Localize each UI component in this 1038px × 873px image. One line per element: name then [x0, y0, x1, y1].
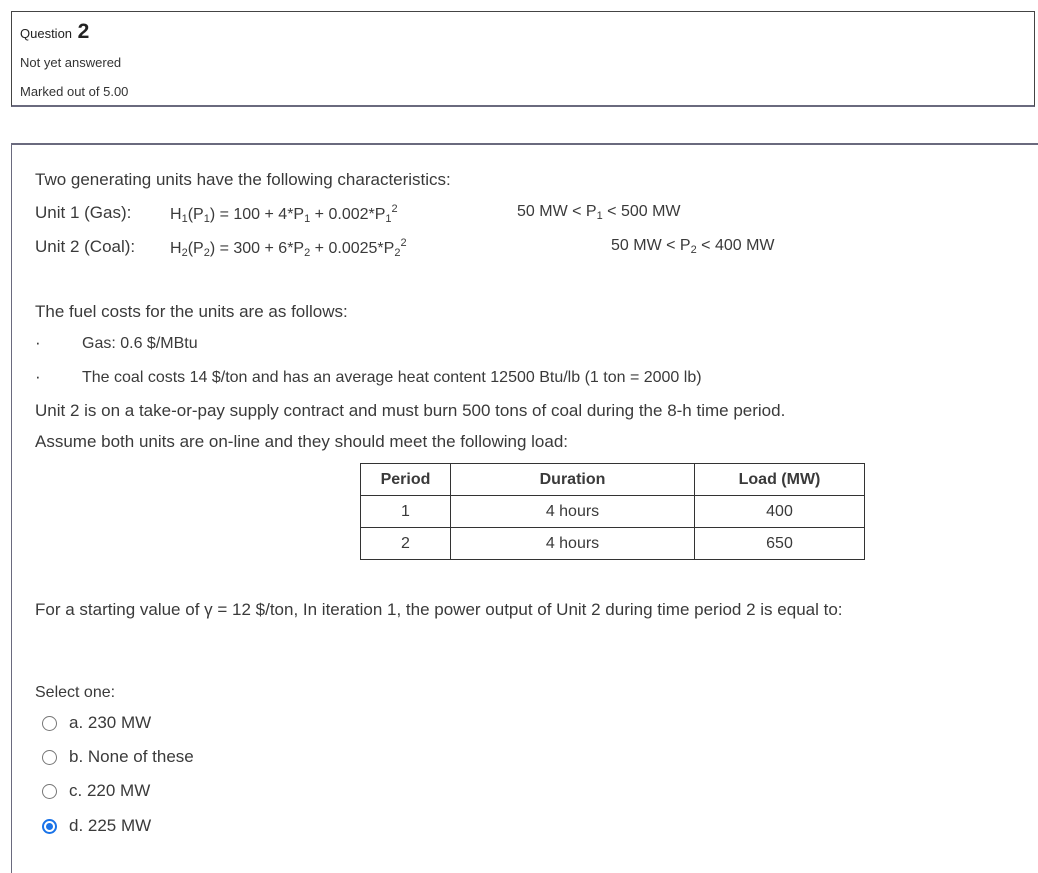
- fuel-gas-text: Gas: 0.6 $/MBtu: [82, 335, 198, 352]
- question-state: Not yet answered: [20, 55, 122, 70]
- option-c[interactable]: [42, 779, 150, 803]
- question-content-panel: [11, 143, 1038, 873]
- unit1-label: Unit 1 (Gas):: [35, 203, 132, 222]
- bullet-gas: ·: [35, 333, 41, 352]
- contract-text: Unit 2 is on a take-or-pay supply contract and must burn 500 tons of coal during the 8-h time period.: [35, 401, 786, 420]
- question-grade: Marked out of 5.00: [20, 84, 129, 99]
- table-row: [361, 496, 865, 528]
- unit2-label: Unit 2 (Coal):: [35, 237, 136, 256]
- cell-duration: 4 hours: [451, 528, 695, 560]
- cell-load: 400: [695, 496, 865, 528]
- option-label: b. None of these: [69, 747, 194, 766]
- question-info-panel: [11, 11, 1035, 107]
- option-label: d. 225 MW: [69, 816, 152, 835]
- cell-period: 1: [361, 496, 451, 528]
- radio-icon[interactable]: [42, 784, 57, 799]
- option-label: c. 220 MW: [69, 781, 151, 800]
- question-heading: [20, 20, 89, 44]
- select-one-label: Select one:: [35, 684, 116, 701]
- fuel-coal-text: The coal costs 14 $/ton and has an average heat content 12500 Btu/lb (1 ton = 2000 lb): [82, 369, 702, 386]
- header-load: Load (MW): [695, 464, 865, 496]
- question-label: Question: [20, 26, 73, 41]
- bullet-coal: ·: [35, 367, 41, 386]
- intro-text: Two generating units have the following characteristics:: [35, 170, 451, 189]
- table-row: [361, 528, 865, 560]
- option-a[interactable]: [42, 711, 151, 735]
- cell-duration: 4 hours: [451, 496, 695, 528]
- cell-period: 2: [361, 528, 451, 560]
- header-period: Period: [361, 464, 451, 496]
- question-number: 2: [77, 20, 90, 43]
- unit1-limits: 50 MW < $P_1 < 500$ MW: [517, 203, 681, 222]
- table-header-row: [361, 464, 865, 496]
- option-b[interactable]: [42, 745, 194, 769]
- unit2-equation: $H_2(P_2) = 300 + 6*P_2 + 0.0025*P_2^2$: [170, 237, 407, 259]
- header-duration: Duration: [451, 464, 695, 496]
- question-prompt: For a starting value of γ = 12 $/ton, In iteration 1, the power output of Unit 2 during time period 2 is equal to:: [35, 600, 843, 619]
- option-label: a. 230 MW: [69, 713, 152, 732]
- load-table: [360, 463, 865, 560]
- option-d[interactable]: [42, 814, 151, 838]
- unit1-equation: $H_1(P_1) = 100 + 4*P_1 + 0.002*P_1^2$: [170, 203, 398, 225]
- fuel-intro-text: The fuel costs for the units are as follows:: [35, 302, 348, 321]
- radio-selected-icon[interactable]: [42, 819, 57, 834]
- assume-text: Assume both units are on-line and they should meet the following load:: [35, 432, 568, 451]
- radio-icon[interactable]: [42, 716, 57, 731]
- unit2-limits: 50 MW < $P_2 < 400$ MW: [611, 237, 775, 256]
- radio-icon[interactable]: [42, 750, 57, 765]
- cell-load: 650: [695, 528, 865, 560]
